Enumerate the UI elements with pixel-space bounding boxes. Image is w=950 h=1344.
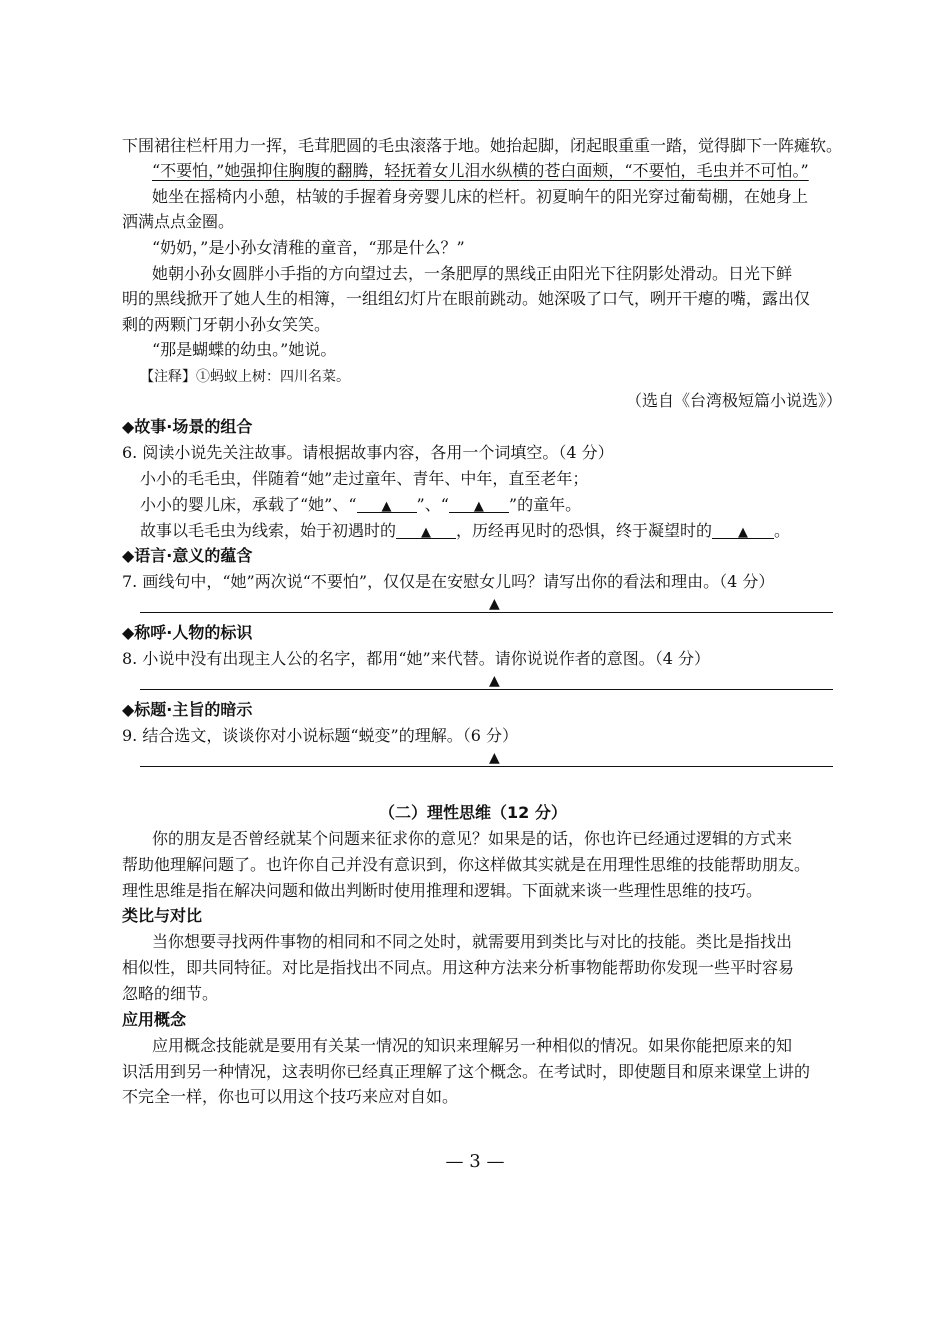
story-paragraph: 她坐在摇椅内小憩，枯皱的手握着身旁婴儿床的栏杆。初夏晌午的阳光穿过葡萄棚，在她身上 — [152, 187, 809, 206]
q6-text: ，历经再见时的恐惧，终于凝望时的 — [456, 521, 713, 540]
part-title: （二）理性思维（12 分） — [379, 803, 567, 822]
answer-marker: ▲ — [421, 525, 432, 540]
question-9: 9. 结合选文，谈谈你对小说标题“蜕变”的理解。（6 分） — [122, 726, 518, 745]
body-paragraph: 不完全一样，你也可以用这个技巧来应对自如。 — [122, 1087, 459, 1106]
question-6-line-1: 小小的毛毛虫，伴随着“她”走过童年、青年、中年，直至老年； — [140, 469, 589, 488]
underlined-sentence: “不要怕，”她强抑住胸腹的翻腾，轻抚着女儿泪水纵横的苍白面颊，“不要怕，毛虫并不可怕。” — [152, 161, 809, 180]
page-number: — 3 — — [445, 1151, 505, 1172]
answer-marker: ▲ — [489, 673, 500, 689]
q6-text: 故事以毛毛虫为线索，始于初遇时的 — [140, 521, 397, 540]
answer-marker: ▲ — [489, 750, 500, 766]
body-paragraph: 理性思维是指在解决问题和做出判断时使用推理和逻辑。下面就来谈一些理性思维的技巧。 — [122, 881, 763, 900]
question-7: 7. 画线句中，“她”两次说“不要怕”，仅仅是在安慰女儿吗？请写出你的看法和理由。（4 分） — [122, 572, 775, 591]
answer-marker: ▲ — [489, 596, 500, 612]
q6-text: 。 — [774, 521, 791, 540]
fill-blank[interactable] — [357, 494, 417, 513]
q6-text: 小小的婴儿床，承载了“她”、“ — [140, 495, 357, 514]
subheading: 应用概念 — [122, 1010, 187, 1029]
body-paragraph: 当你想要寻找两件事物的相同和不同之处时，就需要用到类比与对比的技能。类比是指找出 — [152, 932, 793, 951]
story-paragraph: 明的黑线掀开了她人生的相簿，一组组幻灯片在眼前跳动。她深吸了口气，咧开干瘪的嘴，露出仅 — [122, 289, 811, 308]
answer-line[interactable] — [140, 689, 833, 690]
answer-line[interactable] — [140, 766, 833, 767]
section-heading: ◆标题·主旨的暗示 — [122, 700, 253, 719]
body-paragraph: 你的朋友是否曾经就某个问题来征求你的意见？如果是的话，你也许已经通过逻辑的方式来 — [152, 829, 793, 848]
body-paragraph: 忽略的细节。 — [122, 984, 219, 1003]
question-6: 6. 阅读小说先关注故事。请根据故事内容，各用一个词填空。（4 分） — [122, 443, 614, 462]
question-8: 8. 小说中没有出现主人公的名字，都用“她”来代替。请你说说作者的意图。（4 分） — [122, 649, 710, 668]
section-heading: ◆称呼·人物的标识 — [122, 623, 253, 642]
story-paragraph: 下围裙往栏杆用力一挥，毛茸肥圆的毛虫滚落于地。她抬起脚，闭起眼重重一踏，觉得脚下一阵瘫软。 — [122, 136, 843, 155]
q6-text: ”的童年。 — [508, 495, 582, 514]
fill-blank[interactable] — [396, 520, 456, 539]
section-heading: ◆语言·意义的蕴含 — [122, 546, 253, 565]
story-paragraph: 她朝小孙女圆胖小手指的方向望过去，一条肥厚的黑线正由阳光下往阴影处滑动。日光下鲜 — [152, 264, 793, 283]
answer-marker: ▲ — [473, 499, 484, 514]
annotation-note: 【注释】①蚂蚁上树：四川名菜。 — [140, 369, 350, 385]
body-paragraph: 识活用到另一种情况，这表明你已经真正理解了这个概念。在考试时，即使题目和原来课堂上讲的 — [122, 1062, 811, 1081]
body-paragraph: 相似性，即共同特征。对比是指找出不同点。用这种方法来分析事物能帮助你发现一些平时容易 — [122, 958, 795, 977]
answer-marker: ▲ — [381, 499, 392, 514]
story-paragraph: 洒满点点金圈。 — [122, 212, 235, 231]
answer-line[interactable] — [140, 612, 833, 613]
body-paragraph: 应用概念技能就是要用有关某一情况的知识来理解另一种相似的情况。如果你能把原来的知 — [152, 1036, 793, 1055]
story-paragraph: “那是蝴蝶的幼虫。”她说。 — [152, 340, 337, 359]
question-6-line-2 — [140, 494, 581, 516]
section-heading: ◆故事·场景的组合 — [122, 417, 253, 436]
question-6-line-3 — [140, 520, 790, 542]
answer-marker: ▲ — [738, 525, 749, 540]
q6-text: ”、“ — [416, 495, 449, 514]
body-paragraph: 帮助他理解问题了。也许你自己并没有意识到，你这样做其实就是在用理性思维的技能帮助朋友。 — [122, 855, 811, 874]
fill-blank[interactable] — [712, 520, 774, 539]
story-paragraph: 剩的两颗门牙朝小孙女笑笑。 — [122, 315, 331, 334]
subheading: 类比与对比 — [122, 906, 203, 925]
fill-blank[interactable] — [449, 494, 509, 513]
story-paragraph: “奶奶，”是小孙女清稚的童音，“那是什么？” — [152, 238, 465, 257]
source-citation: （选自《台湾极短篇小说选》） — [625, 391, 842, 410]
